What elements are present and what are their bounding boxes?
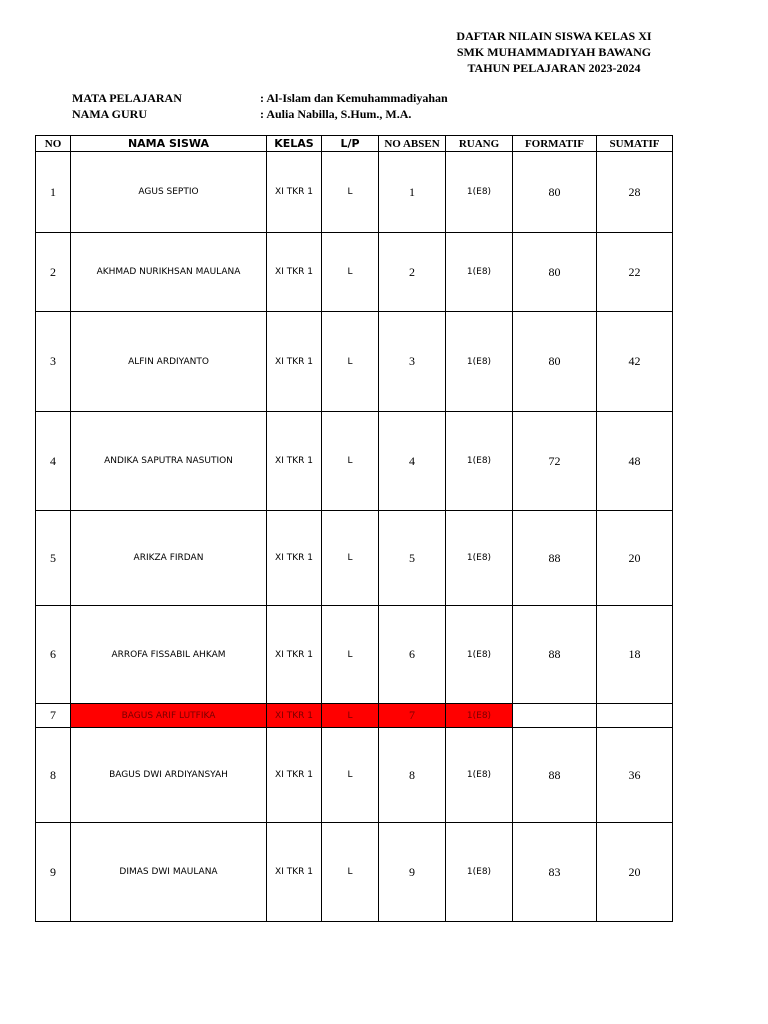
cell-formatif — [513, 704, 597, 728]
cell-nama-siswa: ARIKZA FIRDAN — [71, 511, 267, 606]
table-row — [36, 312, 673, 412]
cell-ruang: 1(E8) — [446, 511, 513, 606]
cell-sumatif: 22 — [597, 233, 673, 312]
cell-no: 5 — [36, 511, 71, 606]
table-row — [36, 728, 673, 823]
cell-lp: L — [322, 152, 379, 233]
document-title — [440, 28, 668, 76]
cell-no-absen: 2 — [379, 233, 446, 312]
cell-formatif: 88 — [513, 728, 597, 823]
cell-sumatif: 28 — [597, 152, 673, 233]
cell-nama-siswa: AKHMAD NURIKHSAN MAULANA — [71, 233, 267, 312]
header-sumatif: SUMATIF — [597, 136, 673, 152]
cell-no: 3 — [36, 312, 71, 412]
table-row — [36, 233, 673, 312]
header-no: NO — [36, 136, 71, 152]
header-kelas: KELAS — [267, 136, 322, 152]
table-row — [36, 412, 673, 511]
cell-formatif: 80 — [513, 312, 597, 412]
cell-no-absen: 3 — [379, 312, 446, 412]
cell-nama-siswa: AGUS SEPTIO — [71, 152, 267, 233]
teacher-value: : Aulia Nabilla, S.Hum., M.A. — [260, 107, 412, 121]
cell-ruang: 1(E8) — [446, 152, 513, 233]
cell-no: 4 — [36, 412, 71, 511]
cell-formatif: 83 — [513, 823, 597, 922]
title-line-2: SMK MUHAMMADIYAH BAWANG — [456, 45, 652, 59]
teacher-row — [72, 106, 492, 122]
cell-ruang: 1(E8) — [446, 312, 513, 412]
cell-kelas: XI TKR 1 — [267, 606, 322, 704]
teacher-label: NAMA GURU — [72, 107, 147, 121]
cell-no-absen: 6 — [379, 606, 446, 704]
cell-sumatif: 20 — [597, 823, 673, 922]
cell-no: 2 — [36, 233, 71, 312]
cell-kelas: XI TKR 1 — [267, 704, 322, 728]
cell-no-absen: 9 — [379, 823, 446, 922]
cell-lp: L — [322, 312, 379, 412]
cell-lp: L — [322, 233, 379, 312]
header-ruang: RUANG — [446, 136, 513, 152]
cell-no: 8 — [36, 728, 71, 823]
subject-label: MATA PELAJARAN — [72, 91, 182, 105]
cell-sumatif: 36 — [597, 728, 673, 823]
header-nama-siswa: NAMA SISWA — [71, 136, 267, 152]
subject-row — [72, 90, 492, 106]
cell-kelas: XI TKR 1 — [267, 312, 322, 412]
cell-lp: L — [322, 606, 379, 704]
cell-no: 1 — [36, 152, 71, 233]
table-row — [36, 823, 673, 922]
cell-sumatif: 42 — [597, 312, 673, 412]
cell-kelas: XI TKR 1 — [267, 152, 322, 233]
cell-lp: L — [322, 728, 379, 823]
header-no-absen: NO ABSEN — [379, 136, 446, 152]
cell-ruang: 1(E8) — [446, 233, 513, 312]
cell-lp: L — [322, 704, 379, 728]
title-line-3: TAHUN PELAJARAN 2023-2024 — [467, 61, 641, 75]
cell-sumatif: 20 — [597, 511, 673, 606]
cell-no-absen: 8 — [379, 728, 446, 823]
cell-ruang: 1(E8) — [446, 606, 513, 704]
cell-ruang: 1(E8) — [446, 728, 513, 823]
cell-formatif: 88 — [513, 511, 597, 606]
cell-nama-siswa: DIMAS DWI MAULANA — [71, 823, 267, 922]
cell-sumatif: 18 — [597, 606, 673, 704]
cell-formatif: 80 — [513, 233, 597, 312]
cell-nama-siswa: ANDIKA SAPUTRA NASUTION — [71, 412, 267, 511]
cell-kelas: XI TKR 1 — [267, 511, 322, 606]
cell-ruang: 1(E8) — [446, 823, 513, 922]
cell-lp: L — [322, 412, 379, 511]
grades-table — [35, 135, 673, 922]
cell-kelas: XI TKR 1 — [267, 728, 322, 823]
cell-nama-siswa: ALFIN ARDIYANTO — [71, 312, 267, 412]
cell-no: 9 — [36, 823, 71, 922]
cell-nama-siswa: BAGUS ARIF LUTFIKA — [71, 704, 267, 728]
cell-no: 7 — [36, 704, 71, 728]
cell-formatif: 88 — [513, 606, 597, 704]
subject-value: : Al-Islam dan Kemuhammadiyahan — [260, 91, 448, 105]
cell-no-absen: 4 — [379, 412, 446, 511]
document-meta — [72, 90, 492, 122]
cell-sumatif — [597, 704, 673, 728]
table-row — [36, 606, 673, 704]
cell-sumatif: 48 — [597, 412, 673, 511]
cell-formatif: 80 — [513, 152, 597, 233]
cell-no-absen: 1 — [379, 152, 446, 233]
cell-kelas: XI TKR 1 — [267, 412, 322, 511]
cell-nama-siswa: BAGUS DWI ARDIYANSYAH — [71, 728, 267, 823]
table-row-highlighted — [36, 704, 673, 728]
header-lp: L/P — [322, 136, 379, 152]
table-row — [36, 511, 673, 606]
cell-lp: L — [322, 823, 379, 922]
title-line-1: DAFTAR NILAIN SISWA KELAS XI — [456, 29, 652, 43]
cell-kelas: XI TKR 1 — [267, 233, 322, 312]
table-header-row — [36, 136, 673, 152]
cell-formatif: 72 — [513, 412, 597, 511]
cell-lp: L — [322, 511, 379, 606]
table-row — [36, 152, 673, 233]
cell-nama-siswa: ARROFA FISSABIL AHKAM — [71, 606, 267, 704]
cell-ruang: 1(E8) — [446, 704, 513, 728]
cell-kelas: XI TKR 1 — [267, 823, 322, 922]
cell-no-absen: 5 — [379, 511, 446, 606]
header-formatif: FORMATIF — [513, 136, 597, 152]
cell-no: 6 — [36, 606, 71, 704]
cell-no-absen: 7 — [379, 704, 446, 728]
cell-ruang: 1(E8) — [446, 412, 513, 511]
